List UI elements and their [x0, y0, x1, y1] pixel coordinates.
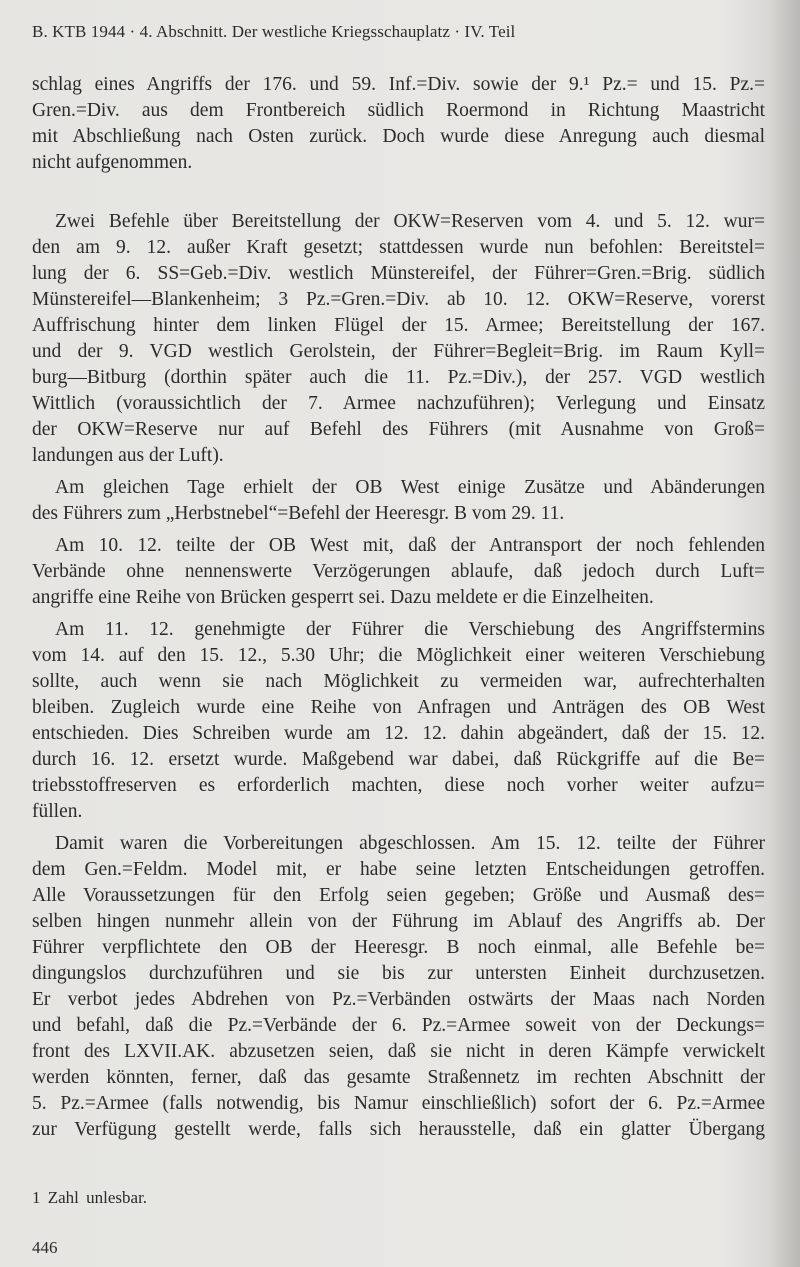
text-line: bleiben. Zugleich wurde eine Reihe von Anfragen und Anträgen des OB West: [32, 697, 765, 718]
text-line: werden könnten, ferner, daß das gesamte Straßennetz im rechten Abschnitt der: [32, 1067, 765, 1088]
text-line: Am 10. 12. teilte der OB West mit, daß der Antransport der noch fehlenden: [55, 535, 765, 556]
text-line: füllen.: [32, 801, 83, 822]
text-line: vom 14. auf den 15. 12., 5.30 Uhr; die Möglichkeit einer weiteren Verschiebung: [32, 645, 765, 666]
text-line: angriffe eine Reihe von Brücken gesperrt sei. Dazu meldete er die Einzelheiten.: [32, 587, 654, 608]
text-line: Damit waren die Vorbereitungen abgeschlossen. Am 15. 12. teilte der Führer: [55, 833, 765, 854]
text-line: den am 9. 12. außer Kraft gesetzt; stattdessen wurde nun befohlen: Bereitstel=: [32, 237, 765, 258]
text-line: schlag eines Angriffs der 176. und 59. Inf.=Div. sowie der 9.¹ Pz.= und 15. Pz.=: [32, 74, 765, 95]
text-line: Alle Voraussetzungen für den Erfolg seien gegeben; Größe und Ausmaß des=: [32, 885, 765, 906]
text-line: Gren.=Div. aus dem Frontbereich südlich Roermond in Richtung Maastricht: [32, 100, 765, 121]
running-header: B. KTB 1944 · 4. Abschnitt. Der westliche Kriegsschauplatz · IV. Teil: [32, 22, 516, 41]
text-line: lung der 6. SS=Geb.=Div. westlich Münstereifel, der Führer=Gren.=Brig. südlich: [32, 263, 765, 284]
text-line: Führer verpflichtete den OB der Heeresgr. B noch einmal, alle Befehle be=: [32, 937, 765, 958]
text-line: triebsstoffreserven es erforderlich machten, diese noch vorher weiter aufzu=: [32, 775, 765, 796]
text-line: nicht aufgenommen.: [32, 152, 193, 173]
paragraph: [32, 617, 765, 825]
text-line: sollte, auch wenn sie nach Möglichkeit zu vermeiden war, aufrechterhalten: [32, 671, 765, 692]
text-line: landungen aus der Luft).: [32, 445, 224, 466]
body-text: [32, 72, 765, 1143]
text-line: der OKW=Reserve nur auf Befehl des Führers (mit Ausnahme von Groß=: [32, 419, 765, 440]
text-line: Zwei Befehle über Bereitstellung der OKW=Reserven vom 4. und 5. 12. wur=: [55, 211, 765, 232]
page-number: 446: [32, 1238, 58, 1257]
text-line: Wittlich (voraussichtlich der 7. Armee nachzuführen); Verlegung und Einsatz: [32, 393, 765, 414]
text-line: entschieden. Dies Schreiben wurde am 12. 12. dahin abgeändert, daß der 15. 12.: [32, 723, 765, 744]
text-line: Am 11. 12. genehmigte der Führer die Verschiebung des Angriffstermins: [55, 619, 765, 640]
text-line: des Führers zum „Herbstnebel“=Befehl der Heeresgr. B vom 29. 11.: [32, 503, 565, 524]
text-line: Am gleichen Tage erhielt der OB West einige Zusätze und Abänderungen: [55, 477, 765, 498]
text-line: 5. Pz.=Armee (falls notwendig, bis Namur einschließlich) sofort der 6. Pz.=Armee: [32, 1093, 765, 1114]
paragraph: [32, 209, 765, 469]
paragraph: [32, 831, 765, 1143]
text-line: Er verbot jedes Abdrehen von Pz.=Verbänden ostwärts der Maas nach Norden: [32, 989, 765, 1010]
text-line: und der 9. VGD westlich Gerolstein, der Führer=Begleit=Brig. im Raum Kyll=: [32, 341, 765, 362]
text-line: front des LXVII.AK. abzusetzen seien, daß sie nicht in deren Kämpfe verwickelt: [32, 1041, 765, 1062]
paragraph: [32, 72, 765, 176]
paragraph: [32, 475, 765, 527]
text-line: selben hingen nunmehr allein von der Führung im Ablauf des Angriffs ab. Der: [32, 911, 765, 932]
footnote: 1 Zahl unlesbar.: [32, 1188, 148, 1207]
paragraph: [32, 533, 765, 611]
text-line: Verbände ohne nennenswerte Verzögerungen ablaufe, daß jedoch durch Luft=: [32, 561, 765, 582]
text-line: zur Verfügung gestellt werde, falls sich herausstelle, daß ein glatter Übergang: [32, 1119, 765, 1140]
text-line: Auffrischung hinter dem linken Flügel der 15. Armee; Bereitstellung der 167.: [32, 315, 765, 336]
text-line: durch 16. 12. ersetzt wurde. Maßgebend war dabei, daß Rückgriffe auf die Be=: [32, 749, 765, 770]
text-line: burg—Bitburg (dorthin später auch die 11. Pz.=Div.), der 257. VGD westlich: [32, 367, 765, 388]
text-line: dem Gen.=Feldm. Model mit, er habe seine letzten Entscheidungen getroffen.: [32, 859, 765, 880]
text-line: mit Abschließung nach Osten zurück. Doch wurde diese Anregung auch diesmal: [32, 126, 765, 147]
text-line: dingungslos durchzuführen und sie bis zur untersten Einheit durchzusetzen.: [32, 963, 765, 984]
text-line: und befahl, daß die Pz.=Verbände der 6. Pz.=Armee soweit von der Deckungs=: [32, 1015, 765, 1036]
text-line: Münstereifel—Blankenheim; 3 Pz.=Gren.=Div. ab 10. 12. OKW=Reserve, vorerst: [32, 289, 765, 310]
